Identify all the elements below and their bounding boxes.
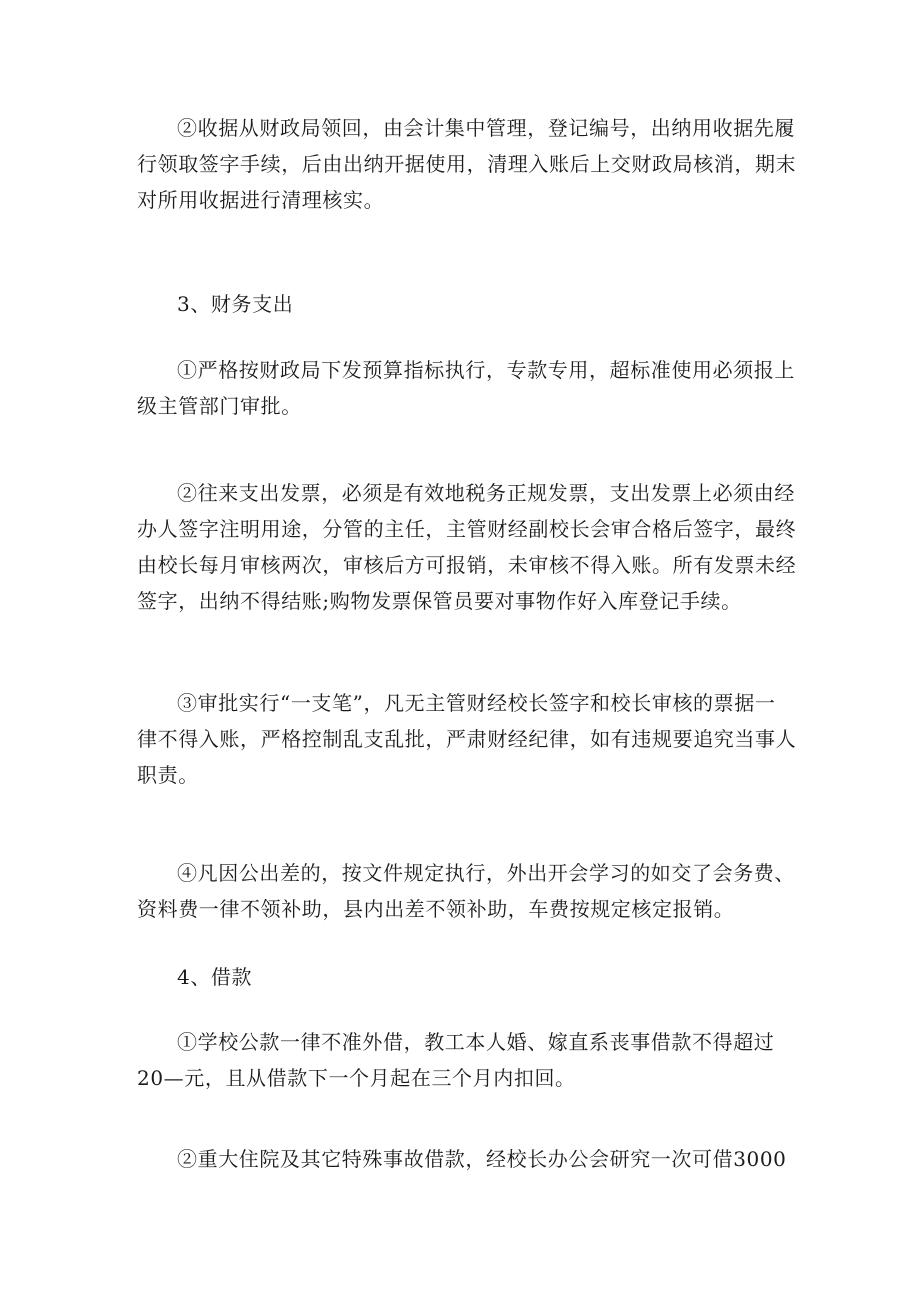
text-line: 办人签字注明用途，分管的主任，主管财经副校长会审合格后签字，最终 bbox=[137, 517, 797, 541]
paragraph-budget-execution bbox=[137, 352, 795, 424]
paragraph-receipt-management bbox=[137, 110, 797, 218]
paragraph-major-hospitalization-loan bbox=[137, 1141, 787, 1177]
text-line: 签字，出纳不得结账;购物发票保管员要对事物作好入库登记手续。 bbox=[137, 589, 742, 613]
text-line: ②重大住院及其它特殊事故借款，经校长办公会研究一次可借3000 bbox=[177, 1147, 787, 1171]
text-line: ②往来支出发票，必须是有效地税务正规发票，支出发票上必须由经 bbox=[177, 481, 795, 505]
paragraph-invoice-rules bbox=[137, 475, 797, 619]
text-line: ①严格按财政局下发预算指标执行，专款专用，超标准使用必须报上 bbox=[177, 358, 795, 382]
text-line: ②收据从财政局领回，由会计集中管理，登记编号，出纳用收据先履 bbox=[177, 116, 795, 140]
text-line: ①学校公款一律不准外借，教工本人婚、嫁直系丧事借款不得超过 bbox=[177, 1030, 775, 1054]
text-line: 律不得入账，严格控制乱支乱批，严肃财经纪律，如有违规要追究当事人 bbox=[137, 727, 797, 751]
text-line: 职责。 bbox=[137, 763, 199, 787]
text-line: 对所用收据进行清理核实。 bbox=[137, 188, 385, 212]
paragraph-single-approval bbox=[137, 685, 797, 793]
paragraph-public-funds-lending bbox=[137, 1024, 787, 1096]
text-line: 由校长每月审核两次，审核后方可报销，未审核不得入账。所有发票未经 bbox=[137, 553, 797, 577]
text-line: 行领取签字手续，后由出纳开据使用，清理入账后上交财政局核消，期末 bbox=[137, 152, 797, 176]
text-line: 资料费一律不领补助，县内出差不领补助，车费按规定核定报销。 bbox=[137, 897, 735, 921]
text-line: 级主管部门审批。 bbox=[137, 394, 302, 418]
section-heading-financial-expenditure: 3、财务支出 bbox=[177, 292, 294, 316]
text-line: 20—元，且从借款下一个月起在三个月内扣回。 bbox=[137, 1066, 576, 1090]
section-heading-loans: 4、借款 bbox=[177, 965, 253, 989]
text-line: ③审批实行“一支笔”，凡无主管财经校长签字和校长审核的票据一 bbox=[177, 691, 776, 715]
paragraph-business-travel bbox=[137, 855, 795, 927]
text-line: ④凡因公出差的，按文件规定执行，外出开会学习的如交了会务费、 bbox=[177, 861, 795, 885]
